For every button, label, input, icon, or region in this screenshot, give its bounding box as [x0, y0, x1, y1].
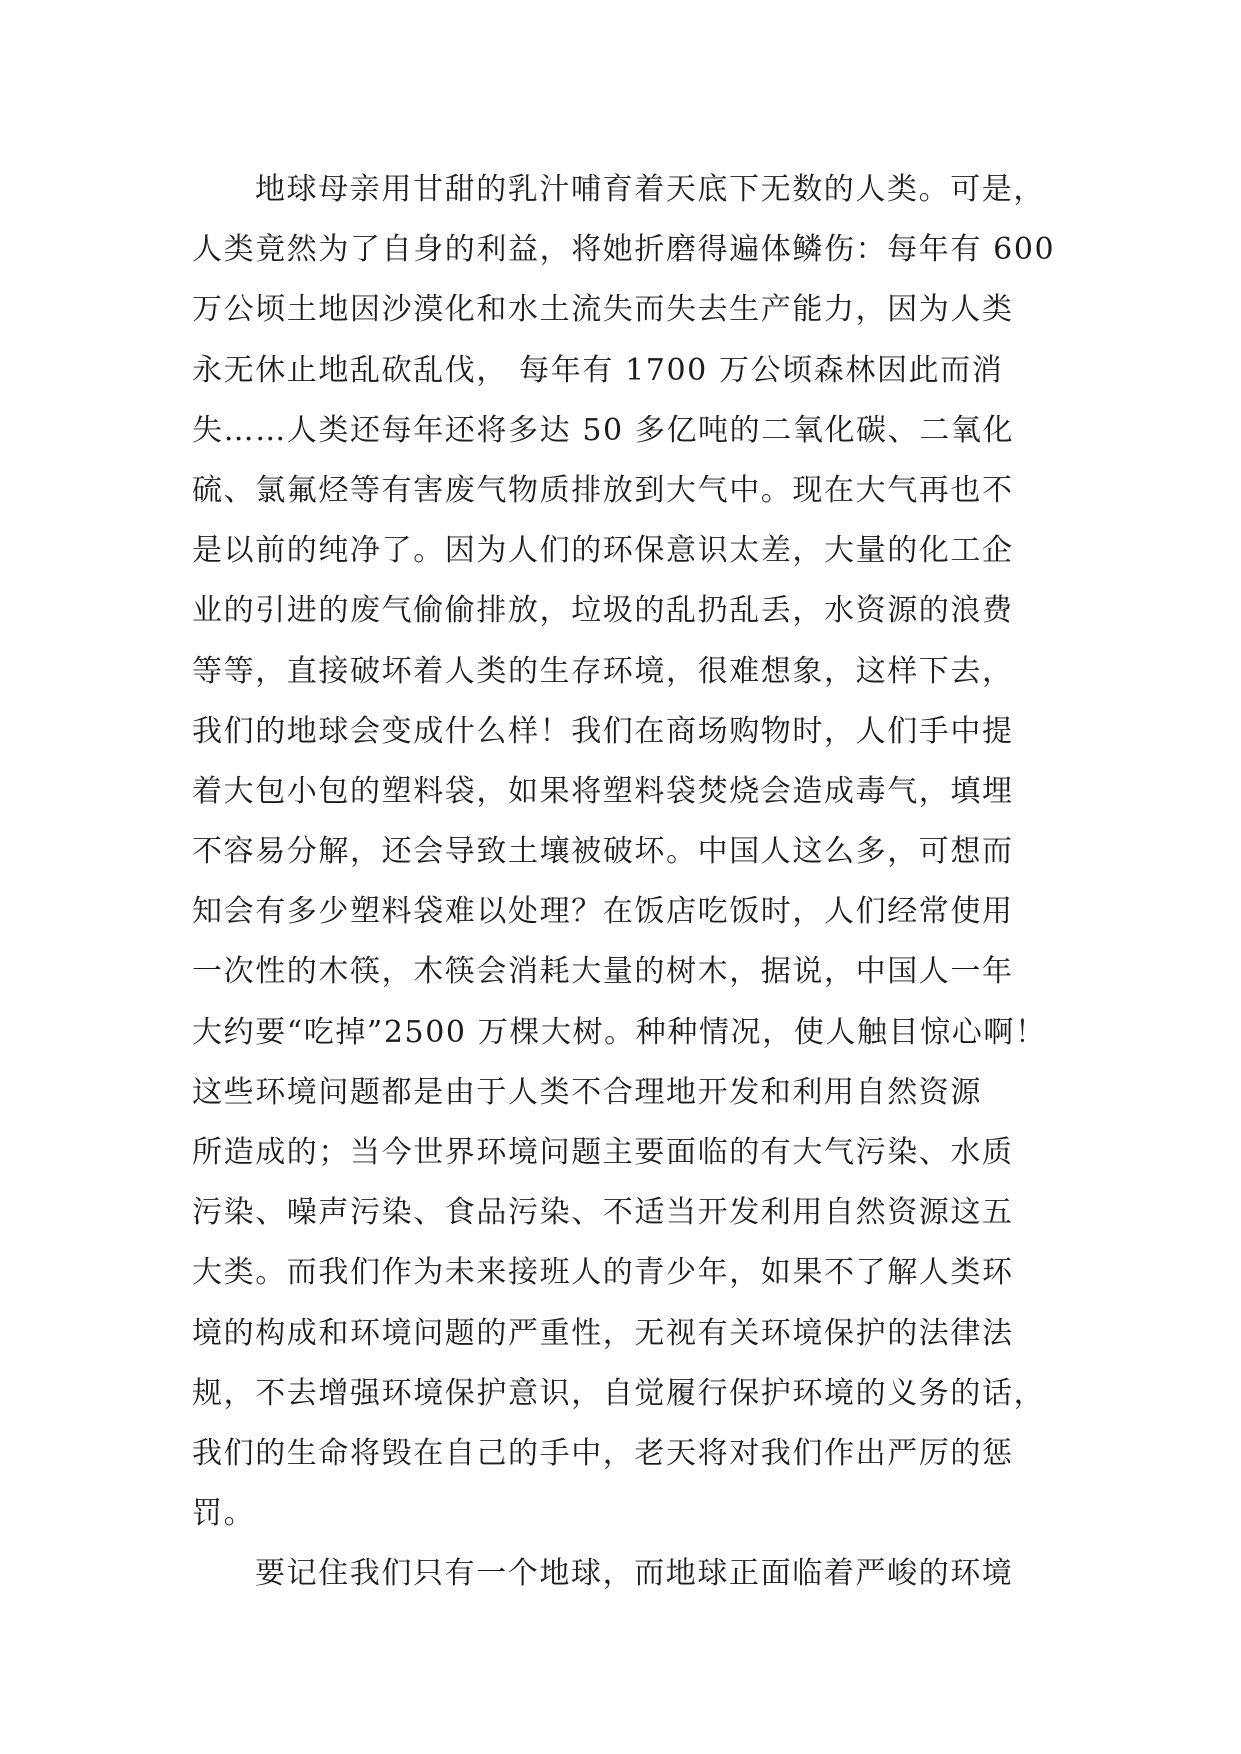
- text-line: 知会有多少塑料袋难以处理？在饭店吃饭时，人们经常使用: [192, 894, 1014, 930]
- text-line: 这些环境问题都是由于人类不合理地开发和利用自然资源: [192, 1074, 982, 1110]
- text-line: 等等，直接破坏着人类的生存环境，很难想象，这样下去，: [192, 653, 1014, 689]
- text-line: 我们的地球会变成什么样！我们在商场购物时，人们手中提: [192, 713, 1014, 749]
- text-line: 是以前的纯净了。因为人们的环保意识太差，大量的化工企: [192, 533, 1014, 569]
- text-line: 罚。: [192, 1496, 256, 1532]
- text-line: 所造成的；当今世界环境问题主要面临的有大气污染、水质: [192, 1135, 1014, 1170]
- text-line: 失……人类还每年还将多达 50 多亿吨的二氧化碳、二氧化: [192, 412, 1015, 448]
- text-line: 人类竟然为了自身的利益，将她折磨得遍体鳞伤：每年有 600: [192, 232, 1056, 268]
- text-line: 境的构成和环境问题的严重性，无视有关环境保护的法律法: [192, 1315, 1014, 1351]
- text-line: 一次性的木筷，木筷会消耗大量的树木，据说，中国人一年: [192, 954, 1014, 990]
- text-line: 大约要“吃掉”2500 万棵大树。种种情况，使人触目惊心啊！: [192, 1014, 1047, 1050]
- text-line: 万公顷土地因沙漠化和水土流失而失去生产能力，因为人类: [192, 292, 1014, 328]
- text-line: 业的引进的废气偷偷排放，垃圾的乱扔乱丢，水资源的浪费: [192, 593, 1014, 629]
- paragraph: [192, 1544, 1052, 1604]
- text-line: 大类。而我们作为未来接班人的青少年，如果不了解人类环: [192, 1255, 1014, 1291]
- text-line: 永无休止地乱砍乱伐， 每年有 1700 万公顷森林因此而消: [192, 352, 1004, 388]
- text-line: 污染、噪声污染、食品污染、不适当开发利用自然资源这五: [192, 1195, 1014, 1231]
- text-line: 要记住我们只有一个地球，而地球正面临着严峻的环境: [255, 1556, 1014, 1592]
- body-text: [192, 160, 1056, 1605]
- text-line: 我们的生命将毁在自己的手中，老天将对我们作出严厉的惩: [192, 1435, 1014, 1471]
- paragraph: [192, 160, 1056, 1544]
- text-line: 规，不去增强环境保护意识，自觉履行保护环境的义务的话，: [192, 1375, 1046, 1411]
- text-line: 着大包小包的塑料袋，如果将塑料袋焚烧会造成毒气，填埋: [192, 773, 1014, 809]
- text-line: 硫、氯氟烃等有害废气物质排放到大气中。现在大气再也不: [192, 472, 1014, 508]
- text-line: 地球母亲用甘甜的乳汁哺育着天底下无数的人类。可是，: [255, 172, 1045, 207]
- text-line: 不容易分解，还会导致土壤被破坏。中国人这么多，可想而: [192, 834, 1014, 870]
